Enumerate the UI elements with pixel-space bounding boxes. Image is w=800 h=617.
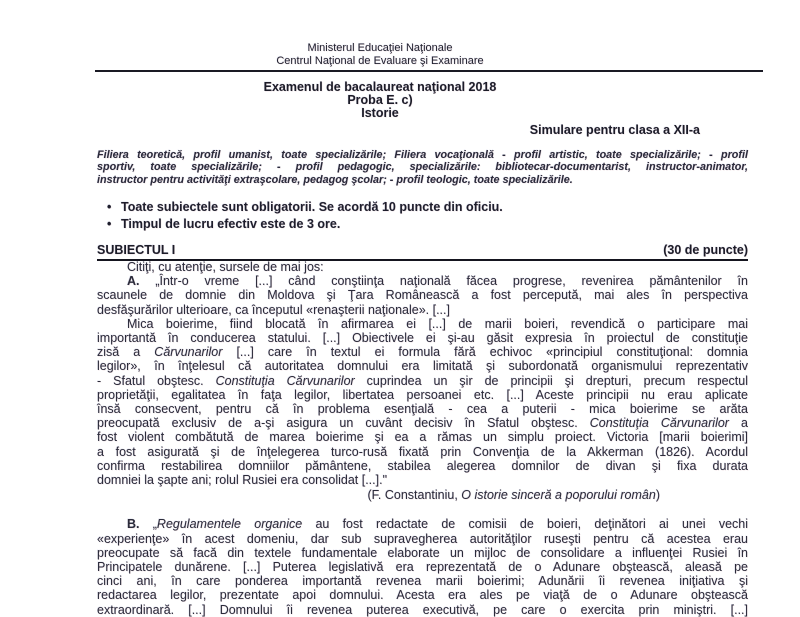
source-letter-label: A.	[127, 274, 156, 289]
discipline-label: Istorie	[361, 106, 399, 120]
bullet-icon: •	[107, 217, 112, 232]
text-run: scaunele de domnie din Moldova şi Ţara Românească a fost percepută, mai ales în perspectiva	[97, 288, 748, 303]
source-text-line	[97, 359, 748, 373]
text-run: )	[655, 488, 660, 503]
text-run: Principatele dunărene. [...] Puterea legislativă era reprezentată de o Adunare obştească, aleasă pe	[97, 560, 748, 575]
source-text-line	[97, 388, 748, 402]
italic-term: O istorie sinceră a poporului român	[461, 488, 656, 503]
instructions-list	[107, 199, 727, 234]
source-text-line	[97, 473, 748, 487]
document-header	[97, 42, 663, 68]
text-run: preocupate să facă din textele fundamentale elaborate un mijloc de consolidare a influenţei Rusiei în	[97, 545, 748, 560]
text-run: - Sfatul obştesc.	[97, 373, 216, 388]
source-letter-label: B.	[127, 517, 153, 532]
source-text-line	[97, 274, 748, 288]
text-run: „Într-o vreme [...] când conştiinţa naţională făcea progrese, revenirea pământenilor în	[155, 274, 748, 289]
exam-title: Examenul de bacalaureat naţional 2018	[263, 80, 497, 94]
text-run: redactarea legilor, prezentate apoi domnului. Acesta era ales pe viaţă de o Adunare obştească	[97, 588, 748, 603]
source-text-line	[97, 416, 748, 430]
section-heading-row	[97, 244, 748, 261]
instruction-item	[107, 216, 727, 233]
instruction-item	[107, 199, 727, 216]
text-run: confirma restabilirea domniilor pământene, stabilea alegerea domnilor de divan şi fixa durata	[97, 458, 748, 473]
source-text-line	[97, 317, 748, 331]
ministry-name: Ministerul Educaţiei Naţionale	[307, 42, 453, 54]
evaluation-center-name: Centrul Naţional de Evaluare şi Examinare	[276, 55, 484, 67]
text-run: a fost asigurată şi de înţelegerea turco-rusă fixată prin Convenţia de la Akkerman (1826). Acordul	[97, 444, 748, 459]
text-run: desfăşurărilor ulterioare, ca începutul «renaşterii naţionale». [...]	[97, 302, 450, 317]
source-text-line	[97, 459, 748, 473]
source-text-line	[97, 560, 748, 574]
title-block	[97, 81, 663, 120]
italic-term: Constituţia Cărvunarilor	[215, 373, 355, 388]
italic-term: Regulamentele organice	[156, 517, 303, 532]
text-run: a	[728, 416, 748, 431]
italic-term: Constituţia Cărvunarilor	[589, 416, 729, 431]
source-text-line	[97, 331, 748, 345]
source-text-line	[97, 517, 748, 531]
bullet-icon: •	[107, 200, 112, 214]
probe-label: Proba E. c)	[347, 93, 413, 107]
source-text-line	[97, 574, 748, 588]
source-text-line	[97, 488, 748, 502]
text-run: legilor», în înţelesul că autoritatea domnului era limitată şi subordonată organismului reprezentativ	[97, 359, 748, 374]
source-text-line	[97, 546, 748, 560]
source-text-line	[97, 588, 748, 602]
text-run: proprietăţii, egalitatea în faţa legilor, libertatea persoanei etc. [...] Aceste principii nu erau aplicate	[97, 387, 748, 402]
text-run: importantă în conducerea statului. [...] Obiectivele ei şi-au găsit expresia în proiectul de constituţie	[97, 331, 748, 346]
source-text-line	[97, 374, 748, 388]
text-run: extraordinară. [...] Domnului îi revenea puterea executivă, pe care o exercita prin miniştri. [...]	[97, 602, 748, 617]
filiera-note	[97, 149, 748, 186]
source-text-line	[97, 303, 748, 317]
session-note: Simulare pentru clasa a XII-a	[529, 123, 700, 137]
text-run: Citiţi, cu atenţie, sursele de mai jos:	[127, 260, 324, 274]
text-run: domniei la şapte ani; rolul Rusiei era consolidat [...]."	[97, 473, 388, 488]
filiera-line: sportiv, toate specializările; - profil pedagogic, specializările: bibliotecar-documentarist, instructor-animator,	[97, 161, 748, 174]
text-run: preocupată exclusiv de a-şi asigura un cuvânt decisiv în Sfatul obştesc.	[97, 416, 590, 431]
text-run: fost violent combătută de marea boierime şi ea a rămas un simplu proiect. Victoria [marii boierimi]	[97, 430, 748, 445]
source-text-line	[97, 603, 748, 617]
text-run: «experienţe» în acest domeniu, dar sub supravegherea autorităţilor ruseşti pentru că acestea erau	[97, 531, 748, 546]
instruction-text: Timpul de lucru efectiv este de 3 ore.	[121, 217, 341, 232]
section-title: SUBIECTUL I	[97, 243, 176, 257]
source-text-line	[97, 260, 748, 274]
source-text	[97, 260, 748, 617]
filiera-line: Filiera teoretică, profil umanist, toate specializările; Filiera vocaţională - profil artistic, toate specializările; - profil	[97, 149, 748, 161]
section-points: (30 de puncte)	[663, 243, 748, 257]
text-run: (F. Constantiniu,	[367, 488, 462, 503]
source-text-line	[97, 402, 748, 416]
text-run: cuprindea un şir de principii şi drepturi, precum respectul	[354, 373, 748, 388]
text-run: [...] care în textul ei formula fără echivoc «principiul constituţional: domnia	[222, 345, 748, 360]
text-run: însă consecvent, pentru că în problema esenţială - cea a puterii - mica boierime se arăta	[97, 402, 748, 417]
instruction-text: Toate subiectele sunt obligatorii. Se acordă 10 puncte din oficiu.	[121, 200, 503, 214]
text-run: „	[152, 517, 157, 532]
header-divider-line	[95, 70, 763, 72]
source-text-line	[97, 532, 748, 546]
source-text-line	[97, 345, 748, 359]
filiera-line: instructor pentru activităţi extraşcolare, pedagog şcolar; - profil teologic, toate specializările.	[97, 173, 573, 186]
text-run: cinci ani, în care ponderea importantă revenea marii boierimi; Adunării îi revenea iniţiativa şi	[97, 574, 748, 589]
text-run: Mica boierime, fiind blocată în afirmarea ei [...] de marii boieri, revendică o participare mai	[127, 316, 748, 331]
source-text-line	[97, 430, 748, 444]
italic-term: Cărvunarilor	[154, 345, 223, 360]
text-run: zisă a	[97, 345, 155, 360]
text-run: au fost redactate de comisii de boieri, deţinători ai unei vechi	[302, 517, 748, 532]
source-text-line	[97, 288, 748, 302]
paragraph-gap	[97, 502, 748, 517]
source-text-line	[97, 445, 748, 459]
